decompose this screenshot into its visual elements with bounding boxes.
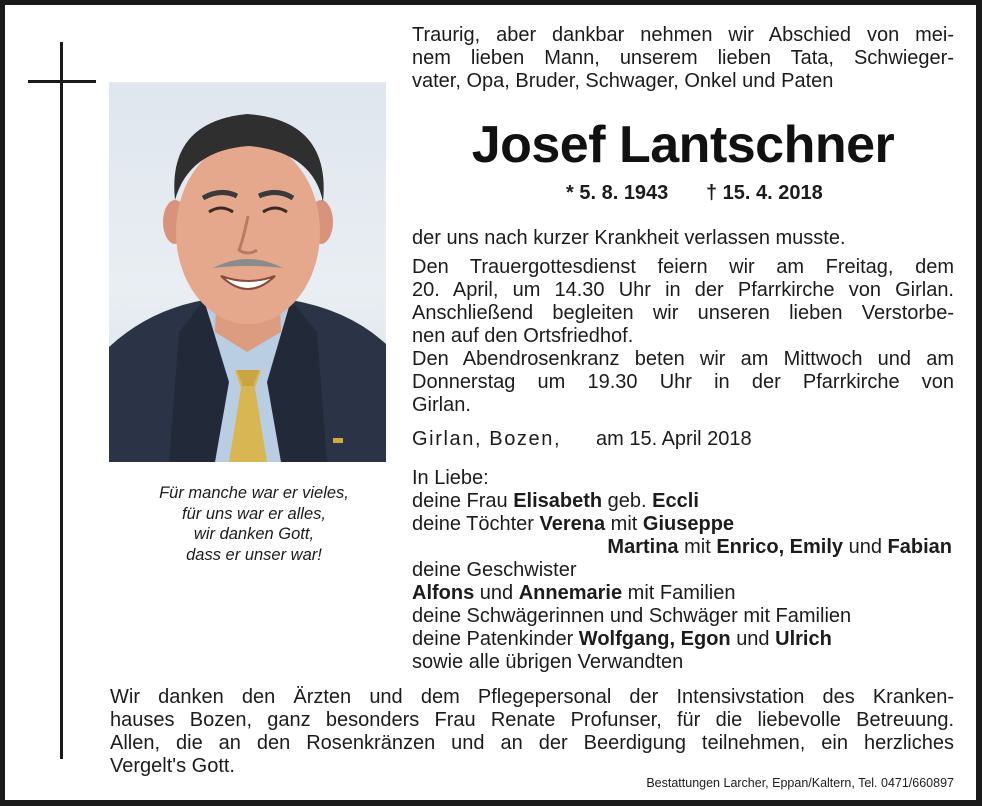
mourner-name: Wolfgang, Egon [578, 628, 731, 650]
mourner-label: und [736, 628, 770, 650]
service-line: 20. April, um 14.30 Uhr in der Pfarrkirche von Girlan. [412, 279, 954, 301]
thanks-line: Wir danken den Ärzten und dem Pflegepersonal der Intensivstation des Kranken- [110, 686, 954, 708]
poem-line: Für manche war er vieles, [159, 484, 349, 502]
mourner-label: mit Familien [627, 582, 736, 604]
mourner-label: deine Patenkinder [412, 628, 574, 650]
mourner-siblings [412, 582, 735, 605]
intro-line-3: vater, Opa, Bruder, Schwager, Onkel und Paten [412, 70, 834, 92]
intro-line-1: Traurig, aber dankbar nehmen wir Abschied von mei- [412, 24, 954, 46]
mourner-name: Annemarie [518, 582, 623, 604]
mourner-name: Ulrich [775, 628, 832, 650]
mourner-siblings-label: deine Geschwister [412, 559, 577, 581]
mourner-wife [412, 490, 699, 513]
mourner-daughter-2 [412, 536, 952, 559]
left-us-line: der uns nach kurzer Krankheit verlassen musste. [412, 227, 846, 249]
mourner-label: deine Frau [412, 490, 508, 512]
mourner-label: mit [610, 513, 638, 535]
rosary-line: Den Abendrosenkranz beten wir am Mittwoch und am [412, 348, 954, 370]
poem-line: dass er unser war! [186, 545, 322, 564]
mourner-name: Verena [539, 513, 606, 535]
notice-date: am 15. April 2018 [596, 428, 752, 450]
thanks-line: hauses Bozen, ganz besonders Frau Renate Profunser, für die liebevolle Betreuung. [110, 709, 954, 731]
place: Girlan, Bozen, [412, 428, 562, 450]
cross-icon-vertical [60, 42, 63, 759]
intro-line-2: nem lieben Mann, unserem lieben Tata, Schwieger- [412, 47, 954, 69]
mourner-label: deine Töchter [412, 513, 534, 535]
mourner-name: Giuseppe [642, 513, 735, 535]
mourner-name: Eccli [652, 490, 699, 512]
thanks-line: Vergelt's Gott. [110, 755, 235, 777]
death-date: † 15. 4. 2018 [706, 182, 823, 204]
deceased-name: Josef Lantschner [471, 116, 895, 174]
portrait-illustration [109, 82, 386, 462]
service-line: nen auf den Ortsfriedhof. [412, 325, 634, 347]
birth-date: * 5. 8. 1943 [566, 182, 669, 204]
mourner-label: geb. [607, 490, 647, 512]
mourner-godchildren [412, 628, 832, 651]
rosary-line: Donnerstag um 19.30 Uhr in der Pfarrkirche von [412, 371, 954, 393]
poem-line: für uns war er alles, [182, 504, 326, 523]
mourner-name: Enrico, Emily [716, 536, 844, 558]
mourner-label: und [848, 536, 882, 558]
rosary-line: Girlan. [412, 394, 471, 416]
mourner-name: Alfons [412, 582, 475, 604]
mourner-inlaws: deine Schwägerinnen und Schwäger mit Familien [412, 605, 852, 627]
mourner-daughter-1 [412, 513, 734, 536]
mourner-relatives: sowie alle übrigen Verwandten [412, 651, 684, 673]
mourner-name: Fabian [887, 536, 952, 558]
funeral-home-credit: Bestattungen Larcher, Eppan/Kaltern, Tel. 0471/660897 [646, 776, 954, 790]
thanks-line: Allen, die an den Rosenkränzen und an der Beerdigung teilnehmen, ein herzliches [110, 732, 954, 754]
service-line: Anschließend begleiten wir unseren lieben Verstorbe- [412, 302, 954, 324]
mourner-name: Martina [607, 536, 679, 558]
mourners-heading: In Liebe: [412, 467, 489, 489]
mourner-label: mit [684, 536, 711, 558]
poem-line: wir danken Gott, [193, 525, 315, 543]
portrait-photo [109, 82, 386, 462]
service-line: Den Trauergottesdienst feiern wir am Freitag, dem [412, 256, 954, 278]
mourner-name: Elisabeth [513, 490, 603, 512]
mourner-label: und [479, 582, 514, 604]
memorial-poem [109, 483, 399, 565]
cross-icon-horizontal [28, 80, 96, 83]
